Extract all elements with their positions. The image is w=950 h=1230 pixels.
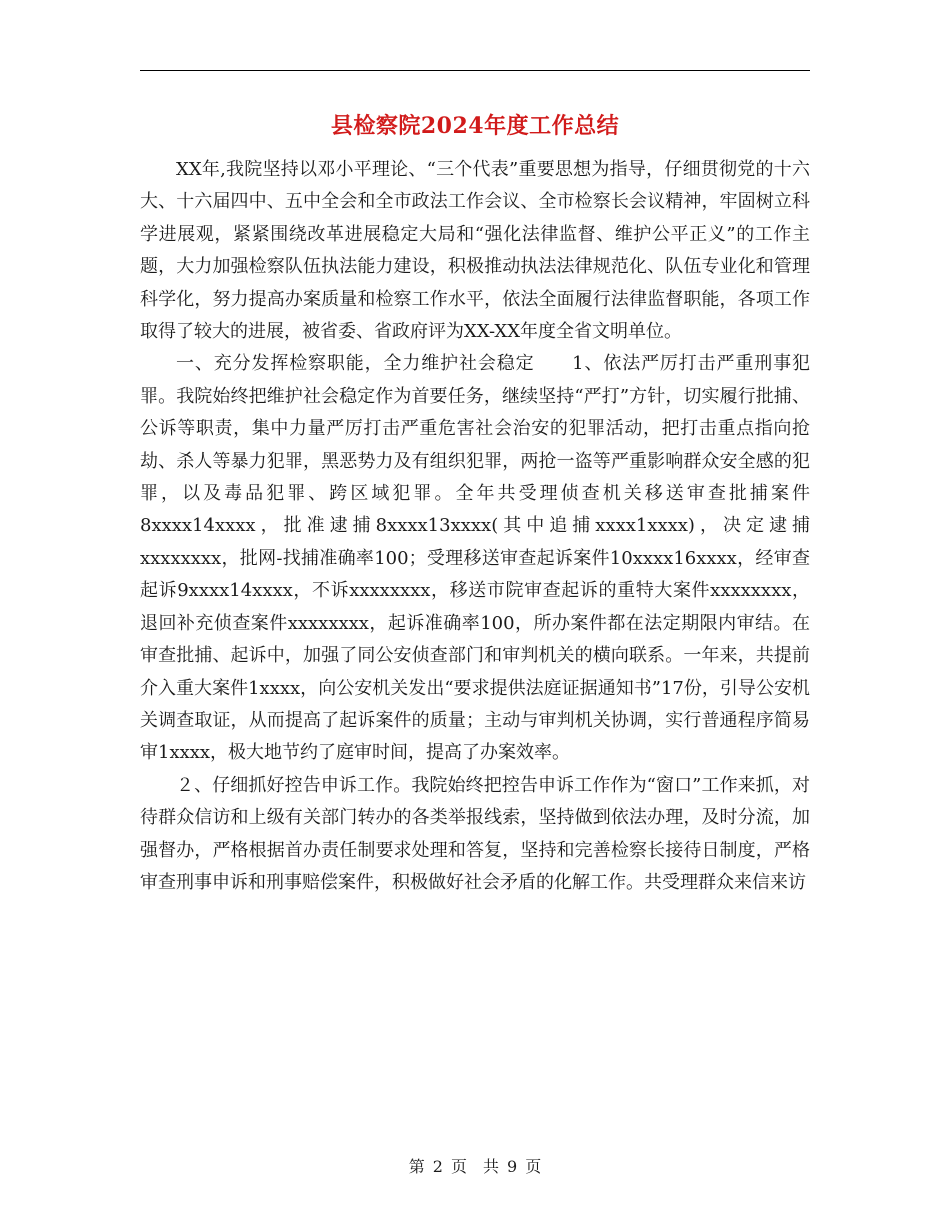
page-footer: [0, 1156, 950, 1178]
document-body: [140, 154, 810, 899]
document-title: 县检察院2024年度工作总结: [330, 113, 620, 139]
footer-mid: 页 共: [450, 1157, 499, 1176]
paragraph-section-1: 一、充分发挥检察职能，全力维护社会稳定 1、依法严厉打击严重刑事犯罪。我院始终把维护社会稳定作为首要任务，继续坚持“严打”方针，切实履行批捕、公诉等职责，集中力量严厉打击严重危害社会治安的犯罪活动，把打击重点指向抢劫、杀人等暴力犯罪，黑恶势力及有组织犯罪，两抢一盗等严重影响群众安全感的犯罪，以及毒品犯罪、跨区域犯罪。全年共受理侦查机关移送审查批捕案件8xxxx14xxxx，批准逮捕8xxxx13xxxx(其中追捕xxxx1xxxx)，决定逮捕xxxxxxxx，批网-找捕准确率100；受理移送审查起诉案件10xxxx16xxxx，经审查起诉9xxxx14xxxx，不诉xxxxxxxx，移送市院审查起诉的重特大案件xxxxxxxx，退回补充侦查案件xxxxxxxx，起诉准确率100，所办案件都在法定期限内审结。在审查批捕、起诉中，加强了同公安侦查部门和审判机关的横向联系。一年来，共提前介入重大案件1xxxx，向公安机关发出“要求提供法庭证据通知书”17份，引导公安机关调查取证，从而提高了起诉案件的质量；主动与审判机关协调，实行普通程序简易审1xxxx，极大地节约了庭审时间，提高了办案效率。: [140, 353, 810, 764]
paragraph-intro: XX年,我院坚持以邓小平理论、“三个代表”重要思想为指导，仔细贯彻党的十六大、十六届四中、五中全会和全市政法工作会议、全市检察长会议精神，牢固树立科学进展观，紧紧围绕改革进展稳定大局和“强化法律监督、维护公平正义”的工作主题，大力加强检察队伍执法能力建设，积极推动执法法律规范化、队伍专业化和管理科学化，努力提高办案质量和检察工作水平，依法全面履行法律监督职能，各项工作取得了较大的进展，被省委、省政府评为XX-XX年度全省文明单位。: [140, 159, 810, 343]
page-number-current: 2: [432, 1157, 443, 1176]
footer-suffix: 页: [525, 1157, 542, 1176]
paragraph-section-2: ２、仔细抓好控告申诉工作。我院始终把控告申诉工作作为“窗口”工作来抓，对待群众信访和上级有关部门转办的各类举报线索，坚持做到依法办理，及时分流，加强督办，严格根据首办责任制要求处理和答复，坚持和完善检察长接待日制度，严格审查刑事申诉和刑事赔偿案件，积极做好社会矛盾的化解工作。共受理群众来信来访: [140, 774, 810, 893]
page-number-total: 9: [507, 1157, 518, 1176]
footer-prefix: 第: [408, 1157, 425, 1176]
header-rule: [140, 70, 810, 71]
